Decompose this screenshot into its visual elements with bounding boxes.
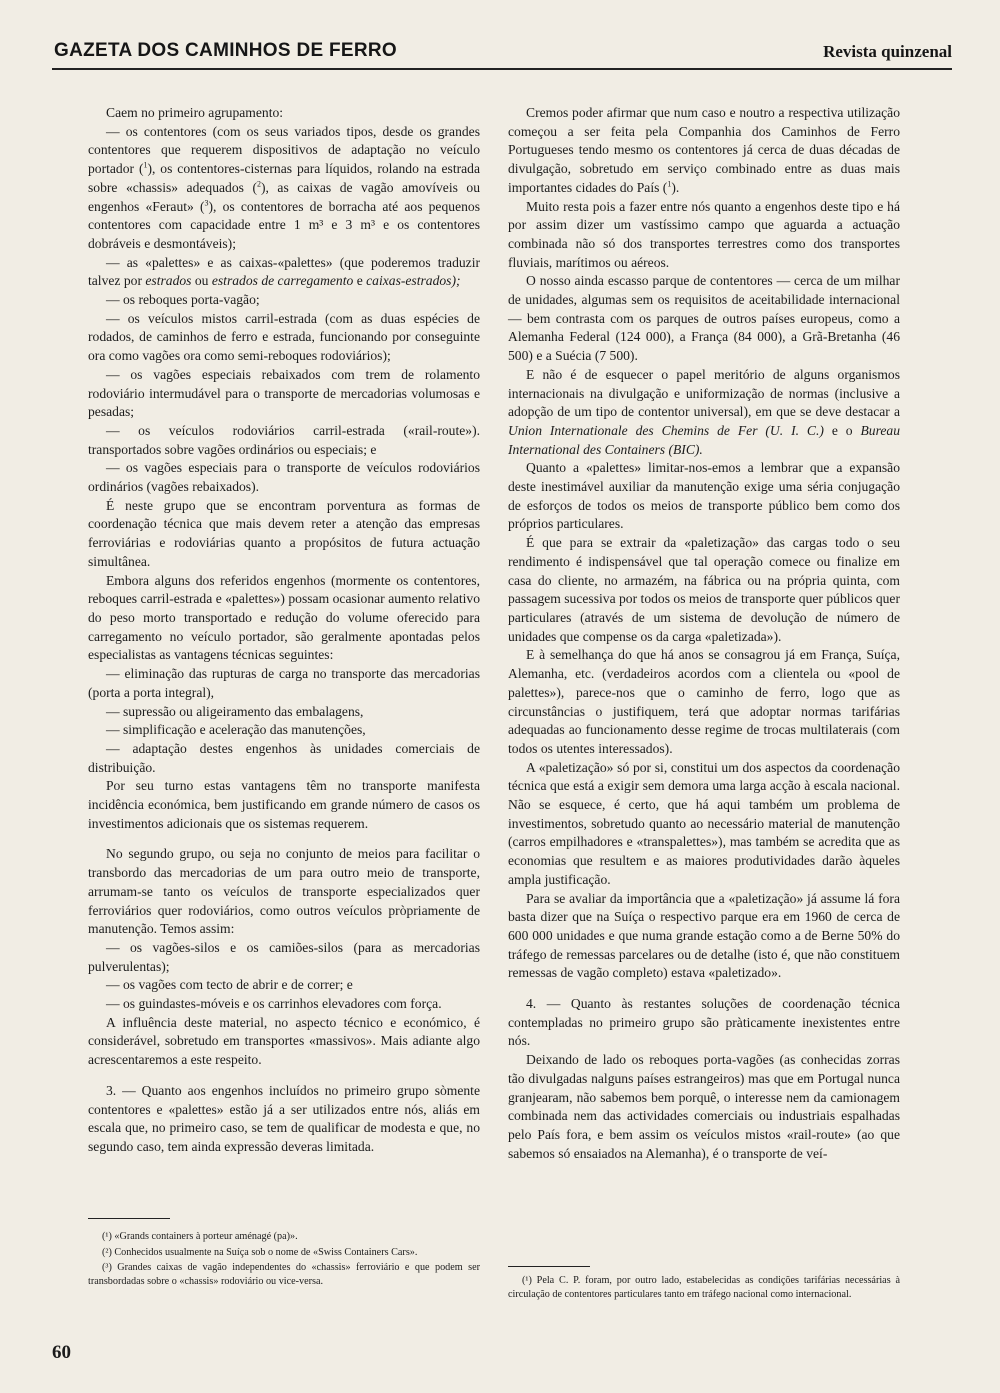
paragraph: — os vagões-silos e os camiões-silos (para as mercadorias pulverulentas); xyxy=(88,939,480,974)
paragraph: — os veículos rodoviários carril-estrada («rail-route»). transportados sobre vagões ordinários ou especiais; e xyxy=(88,422,480,457)
footnote: (¹) Pela C. P. foram, por outro lado, estabelecidas as condições tarifárias necessárias à circulação de contentores particulares tanto em tráfego nacional como internacional. xyxy=(508,1275,900,1300)
paragraph: Muito resta pois a fazer entre nós quanto a engenhos deste tipo e há por assim dizer um vastíssimo campo que aguarda a actuação combinada não só dos transportes terrestres como dos transportes fluviais, marítimos ou aéreos. xyxy=(508,198,900,270)
footnote: (¹) «Grands containers à porteur aménagé (pa)». xyxy=(102,1231,298,1242)
paragraph: Embora alguns dos referidos engenhos (mormente os contentores, reboques carril-estrada e «palettes») possam ocasionar aumento relativo do peso morto transportado e redução do volume oferecido para carregamento no veículo portador, são geralmente apontadas pelos especialistas as vantagens técnicas seguintes: xyxy=(88,572,480,663)
left-footnotes xyxy=(88,1230,480,1290)
paragraph: Deixando de lado os reboques porta-vagões (as conhecidas zorras tão divulgadas nalguns países estrangeiros) mas que em Portugal nunca granjearam, não sabemos bem porquê, o interesse nem da camionagem combinada nem das actividades comerciais ou industriais espalhadas pelo País fora, e bem assim os veículos mistos «rail-route» (ao que sabemos só ensaiados na Alemanha), é o transporte de veí- xyxy=(508,1052,900,1161)
paragraph: — eliminação das rupturas de carga no transporte das mercadorias (porta a porta integral), xyxy=(88,666,480,700)
paragraph: Cremos poder afirmar que num caso e noutro a respectiva utilização começou a ser feita pela Companhia dos Caminhos de Ferro Portugueses tendo mesmo os contentores já cerca de duas décadas de divulgação, sobretudo em serviço combinado entre as duas mais importantes cidades do País ($^1$). xyxy=(508,105,900,195)
paragraph: Por seu turno estas vantagens têm no transporte manifesta incidência económica, bem justificando em grande número de casos os investimentos adicionais que os sistemas requerem. xyxy=(88,778,480,831)
paragraph: — supressão ou aligeiramento das embalagens, xyxy=(106,703,364,719)
paragraph: — os contentores (com os seus variados tipos, desde os grandes contentores que requerem dispositivos de adaptação no veículo portador ($^1$), os contentores-cisternas para líquidos, rolando na estrada sobre «chassis» adequados ($^2$), as caixas de vagão amovíveis ou engenhos «Feraut» ($^3$), os contentores de borracha até aos pequenos contentores com capacidade entre 1 m³ e 3 m³ e os contentores dobráveis e desmontáveis); xyxy=(88,123,480,251)
running-header xyxy=(52,36,952,70)
journal-title: GAZETA DOS CAMINHOS DE FERRO xyxy=(54,40,398,61)
paragraph: — os vagões especiais para o transporte de veículos rodoviários ordinários (vagões rebaixados). xyxy=(88,460,480,495)
paragraph: O nosso ainda escasso parque de contentores — cerca de um milhar de unidades, algumas sem os requisitos de aceitabilidade internacional — bem contrasta com os parques de outros países europeus, como a Alemanha Federal (124 000), a França (84 000), a Grã-Bretanha (46 500) e a Suécia (7 500). xyxy=(508,273,900,364)
paragraph: Caem no primeiro agrupamento: xyxy=(106,105,284,120)
paragraph: — os guindastes-móveis e os carrinhos elevadores com força. xyxy=(106,996,442,1012)
page-number: 60 xyxy=(52,1342,71,1363)
paragraph: — os veículos mistos carril-estrada (com as duas espécies de rodados, de caminhos de ferro e estrada, funcionando por conseguinte ora como vagões ora como semi-reboques rodoviários); xyxy=(88,310,480,364)
paragraph: Para se avaliar da importância que a «paletização» já assume lá fora basta dizer que na Suíça o respectivo parque era em 1960 de cerca de 600 000 unidades e que numa grande estação como a de Berne 50% do tráfego de remessas parcelares ou de detalhe (isto é, que não constituem remessas de vagão completo) estava «paletizado». xyxy=(508,890,900,981)
paragraph: — os vagões com tecto de abrir e de correr; e xyxy=(106,977,353,993)
footnote: (³) Grandes caixas de vagão independentes do «chassis» ferroviário e que podem ser transbordadas sobre o «chassis» rodoviário ou vice-versa. xyxy=(88,1262,480,1287)
paragraph: A «paletização» só por si, constitui um dos aspectos da coordenação técnica que está a exigir sem demora uma larga acção à escala nacional. Não se esquece, é certo, que há aqui também um problema de investimentos, sobretudo quanto ao necessário material de manutenção (carros empilhadores e «transpalettes»), mas também se acredita que as economias que resultem e as maiores produtividades darão àqueles ampla justificação. xyxy=(508,759,900,887)
paragraph: — os vagões especiais rebaixados com trem de rolamento rodoviário intermudável para o transporte de mercadorias volumosas e pesadas; xyxy=(88,366,480,420)
left-column xyxy=(88,104,480,1157)
footnote-rule xyxy=(88,1218,170,1219)
section-paragraph: 4. — Quanto às restantes soluções de coordenação técnica contempladas no primeiro grupo são pràticamente inexistentes entre nós. xyxy=(508,996,900,1049)
paragraph: — as «palettes» e as caixas-«palettes» (que poderemos traduzir talvez por estrados ou estrados de carregamento e caixas-estrados); xyxy=(88,254,480,289)
paragraph: A influência deste material, no aspecto técnico e económico, é considerável, sobretudo em transportes «massivos». Mais adiante algo acrescentaremos a este respeito. xyxy=(88,1014,480,1068)
paragraph: — simplificação e aceleração das manutenções, xyxy=(106,722,366,738)
right-column xyxy=(508,104,900,1163)
paragraph: — adaptação destes engenhos às unidades comerciais de distribuição. xyxy=(88,740,480,775)
footnote-rule xyxy=(508,1266,590,1267)
paragraph: É que para se extrair da «paletização» das cargas todo o seu rendimento é indispensável que tal operação comece ou finalize em casa do cliente, no armazém, na fábrica ou na própria quinta, com passagem sucessiva por todos os meios de transporte quer públicos quer particulares (através de um sistema de devolução de número de unidades que compense os da carga «paletizada»). xyxy=(508,535,900,644)
paragraph: E à semelhança do que há anos se consagrou já em França, Suíça, Alemanha, etc. (verdadeiros acordos com a clientela ou «pool de palettes»), parece-nos que o caminho de ferro, logo que as circunstâncias o justifiquem, terá que adoptar normas tarifárias adequadas ao funcionamento desse regime de trocas multilaterais (com todos os utentes interessados). xyxy=(508,647,900,756)
right-footnotes xyxy=(508,1274,900,1303)
paragraph: É neste grupo que se encontram porventura as formas de coordenação técnica que mais devem reter a atenção das empresas ferroviárias e rodoviárias quanto a propósitos de futura actuação simultânea. xyxy=(88,497,480,569)
paragraph: Quanto a «palettes» limitar-nos-emos a lembrar que a expansão deste inestimável auxiliar da manutenção exige uma séria conjugação de esforços de todos os meios de transporte público bem como dos próprios particulares. xyxy=(508,460,900,532)
footnote: (²) Conhecidos usualmente na Suíça sob o nome de «Swiss Containers Cars». xyxy=(102,1246,418,1258)
journal-subtitle: Revista quinzenal xyxy=(823,42,952,61)
paragraph: — os reboques porta-vagão; xyxy=(106,292,260,308)
paragraph: E não é de esquecer o papel meritório de alguns organismos internacionais na divulgação e uniformização de normas (inclusive a adopção de um tipo de contentor universal), em que se deve destacar a Union Internationale des Chemins de Fer (U. I. C.) e o Bureau International des Containers (BIC). xyxy=(508,366,900,457)
section-paragraph: 3. — Quanto aos engenhos incluídos no primeiro grupo sòmente contentores e «palettes» estão já a ser utilizados entre nós, aliás em escala que, no primeiro caso, se tem de qualificar de modesta e que, no segundo caso, tem ainda expressão deveras limitada. xyxy=(88,1082,480,1154)
paragraph: No segundo grupo, ou seja no conjunto de meios para facilitar o transbordo das mercadorias de um para outro meio de transporte, arrumam-se tanto os veículos de transporte especializados quer ferroviários quer rodoviários, como outros veículos pròpriamente de manutenção. Temos assim: xyxy=(88,846,480,937)
